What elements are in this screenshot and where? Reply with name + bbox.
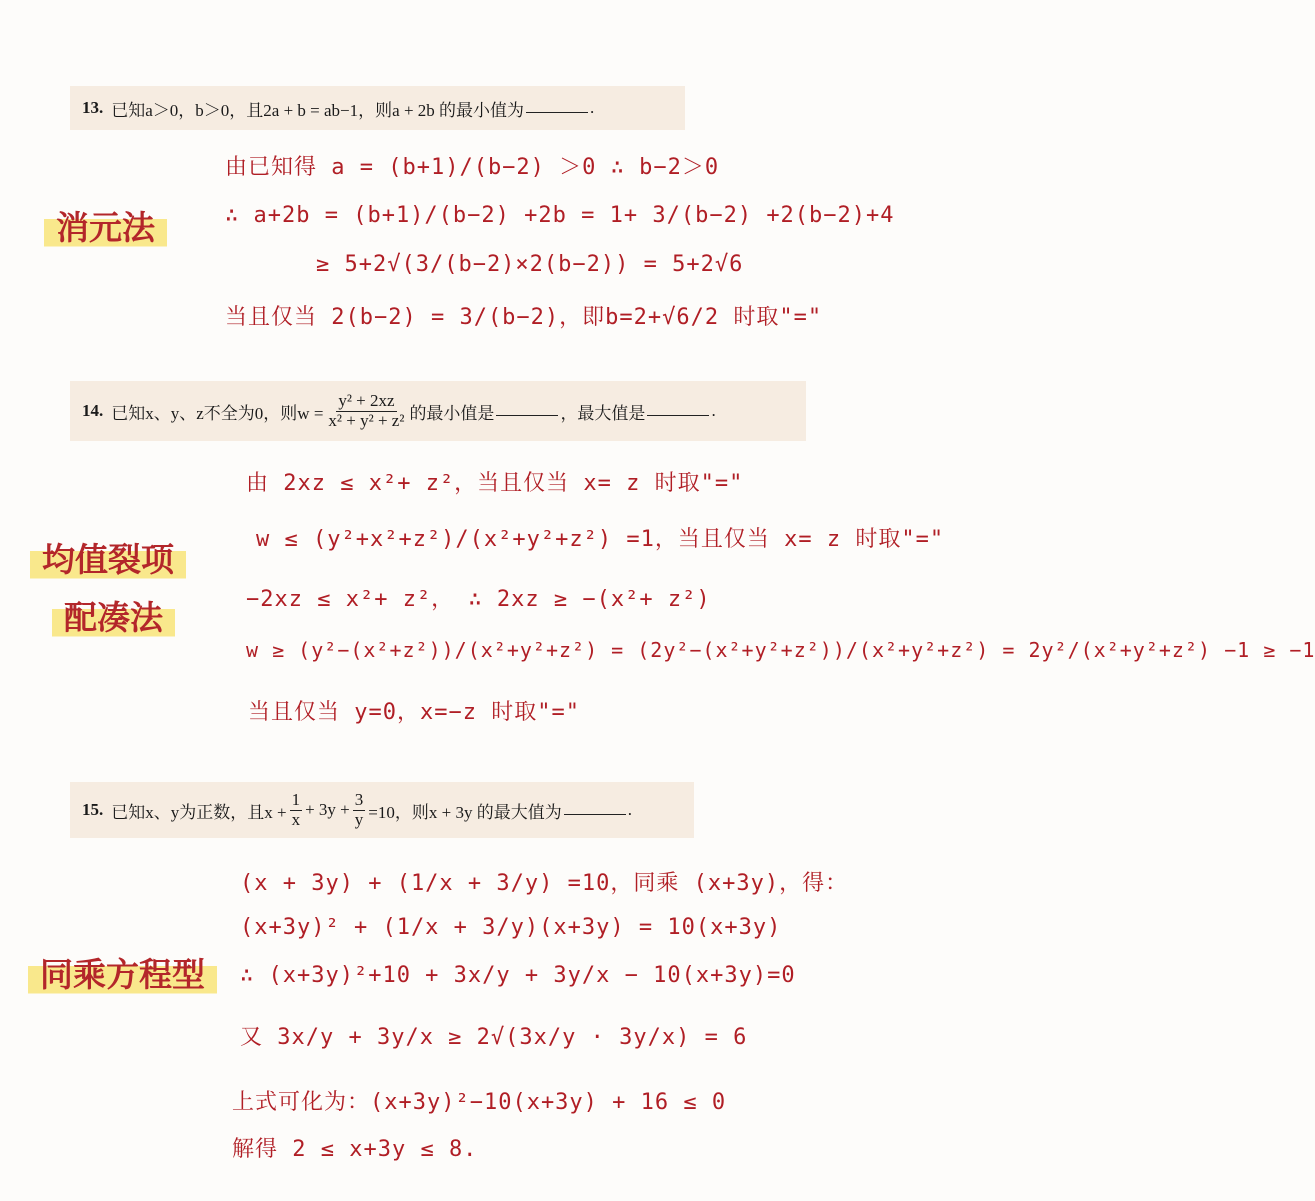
question-text: 已知x、y、z不全为0，则w = [111,403,324,423]
solution-line: (x + 3y) + (1/x + 3/y) =10，同乘 (x+3y)，得： [240,871,849,896]
solution-line: ≥ 5+2√(3/(b−2)×2(b−2)) = 5+2√6 [316,252,744,277]
solution-line: w ≥ (y²−(x²+z²))/(x²+y²+z²) = (2y²−(x²+y²+z²))/(x²+y²+z²) = 2y²/(x²+y²+z²) −1 ≥ −1 [246,638,1315,662]
question-text: =10，则x + 3y 的最大值为 [368,802,562,822]
fraction-numerator: 1 [291,789,301,809]
answer-blank [496,415,558,416]
solution-line: 上式可化为：(x+3y)²−10(x+3y) + 16 ≤ 0 [232,1090,727,1115]
question-text: 已知x、y为正数，且x + [111,802,287,822]
fraction-3-over-y [353,791,366,829]
question-13-box [70,86,685,130]
solution-line: 解得 2 ≤ x+3y ≤ 8. [232,1137,478,1162]
method-tag: 配凑法 [52,588,175,643]
fraction-1-over-x [290,791,303,829]
solution-line: 当且仅当 y=0，x=−z 时取"=" [248,700,580,725]
solution-line: ∴ a+2b = (b+1)/(b−2) +2b = 1+ 3/(b−2) +2(b−2)+4 [225,203,895,228]
question-text: + 3y + [305,800,350,819]
question-number: 14. [82,401,104,420]
method-tag: 均值裂项 [30,530,186,585]
answer-blank [647,415,709,416]
solution-line: −2xz ≤ x²+ z²， ∴ 2xz ≥ −(x²+ z²) [246,587,711,612]
solution-line: w ≤ (y²+x²+z²)/(x²+y²+z²) =1，当且仅当 x= z 时取"=" [256,527,945,552]
method-tag: 消元法 [44,198,167,253]
question-text: 已知a＞0，b＞0，且2a + b = ab−1，则a + 2b 的最小值为 [111,100,525,120]
question-number: 15. [82,800,104,819]
answer-blank [564,814,626,815]
solution-line: 由已知得 a = (b+1)/(b−2) ＞0 ∴ b−2＞0 [225,155,720,180]
fraction-denominator: x [291,809,301,829]
solution-line: 又 3x/y + 3y/x ≥ 2√(3x/y · 3y/x) = 6 [240,1025,748,1050]
fraction-denominator: y [354,809,364,829]
fraction-numerator: y² + 2xz [338,390,395,410]
question-end: . [711,401,716,420]
question-end: . [590,98,595,117]
solution-line: 当且仅当 2(b−2) = 3/(b−2)，即b=2+√6/2 时取"=" [225,305,823,330]
question-end: . [627,800,632,819]
solution-line: (x+3y)² + (1/x + 3/y)(x+3y) = 10(x+3y) [240,915,782,940]
solution-line: 由 2xz ≤ x²+ z²，当且仅当 x= z 时取"=" [246,471,744,496]
question-text: ，最大值是 [560,403,646,423]
question-14-box [70,381,806,441]
fraction-w [326,392,406,430]
method-tag: 同乘方程型 [28,945,217,1000]
question-15-box [70,782,694,838]
fraction-numerator: 3 [354,789,364,809]
question-number: 13. [82,98,104,117]
fraction-denominator: x² + y² + z² [328,410,405,430]
question-text: 的最小值是 [409,403,495,423]
answer-blank [526,112,588,113]
solution-line: ∴ (x+3y)²+10 + 3x/y + 3y/x − 10(x+3y)=0 [240,963,796,988]
